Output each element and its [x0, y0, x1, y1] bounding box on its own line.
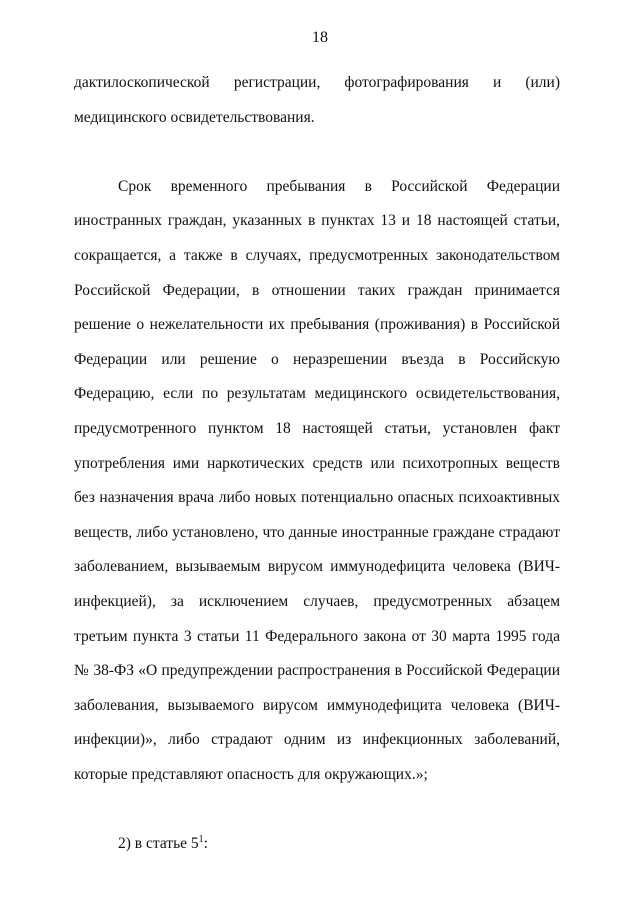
paragraph-continuation: [74, 66, 560, 135]
paragraph-line: медицинского освидетельствования.: [74, 108, 315, 126]
superscript: 1: [198, 833, 204, 845]
page-number: 18: [312, 29, 328, 46]
paragraph-line: дактилоскопической регистрации, фотографирования и (или): [74, 74, 560, 91]
list-item-text: 2) в статье 5: [118, 835, 199, 853]
document-body: [74, 66, 560, 862]
list-item-suffix: :: [203, 835, 208, 853]
list-item-amendment: [74, 827, 560, 862]
paragraph-main: Срок временного пребывания в Российской Федерации иностранных граждан, указанных в пунктах 13 и 18 настоящей статьи, сокращается, а также в случаях, предусмотренных законодательством Российской Федерации, в отношении таких граждан принимается решение о нежелательности их пребывания (проживания) в Российской Федерации или решение о неразрешении въезда в Российскую Федерацию, если по результатам медицинского освидетельствования, предусмотренного пунктом 18 настоящей статьи, установлен факт употребления ими наркотических средств или психотропных веществ без назначения врача либо новых потенциально опасных психоактивных веществ, либо установлено, что данные иностранные граждане страдают заболеванием, вызываемым вирусом иммунодефицита человека (ВИЧ-инфекцией), за исключением случаев, предусмотренных абзацем третьим пункта 3 статьи 11 Федерального закона от 30 марта 1995 года № 38-ФЗ «О предупреждении распространения в Российской Федерации заболевания, вызываемого вирусом иммунодефицита человека (ВИЧ-инфекции)», либо страдают одним из инфекционных заболеваний, которые представляют опасность для окружающих.»;: [74, 177, 560, 783]
